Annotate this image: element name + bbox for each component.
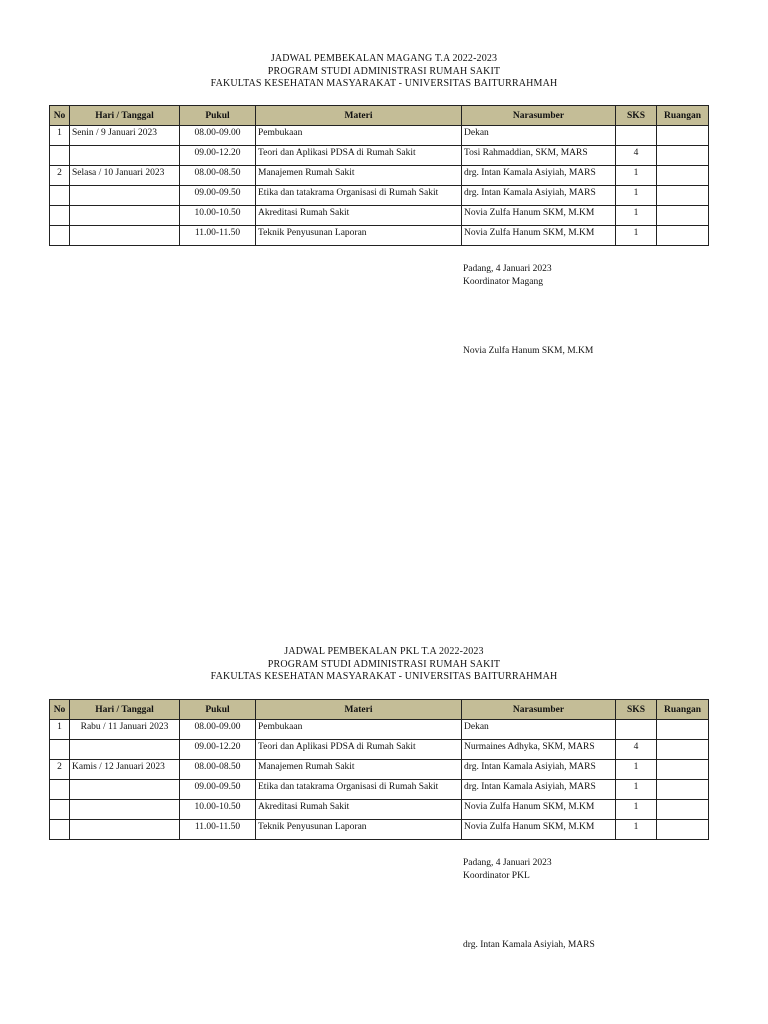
cell-speaker: Novia Zulfa Hanum SKM, M.KM — [462, 820, 616, 840]
cell-no: 1 — [50, 720, 70, 740]
cell-no — [50, 146, 70, 166]
signature-name: Novia Zulfa Hanum SKM, M.KM — [463, 346, 594, 356]
signature-place-date: Padang, 4 Januari 2023 — [463, 264, 552, 274]
schedule-1-title — [0, 53, 768, 91]
cell-day: Rabu / 11 Januari 2023 — [70, 720, 180, 740]
cell-topic: Teori dan Aplikasi PDSA di Rumah Sakit — [256, 146, 462, 166]
cell-sks: 4 — [616, 740, 657, 760]
signature-place-date: Padang, 4 Januari 2023 — [463, 858, 552, 868]
cell-sks: 1 — [616, 166, 657, 186]
cell-speaker: Dekan — [462, 720, 616, 740]
cell-speaker: Nurmaines Adhyka, SKM, MARS — [462, 740, 616, 760]
col-header-time: Pukul — [180, 700, 256, 720]
cell-time: 11.00-11.50 — [180, 226, 256, 246]
cell-sks: 4 — [616, 146, 657, 166]
cell-time: 11.00-11.50 — [180, 820, 256, 840]
cell-speaker: Tosi Rahmaddian, SKM, MARS — [462, 146, 616, 166]
cell-room — [657, 146, 709, 166]
cell-room — [657, 800, 709, 820]
cell-no: 1 — [50, 126, 70, 146]
title-line: JADWAL PEMBEKALAN PKL T.A 2022-2023 — [284, 646, 484, 657]
col-header-topic: Materi — [256, 106, 462, 126]
cell-room — [657, 126, 709, 146]
table-row — [50, 206, 709, 226]
cell-day — [70, 780, 180, 800]
cell-speaker: Novia Zulfa Hanum SKM, M.KM — [462, 226, 616, 246]
cell-sks: 1 — [616, 800, 657, 820]
table-row — [50, 740, 709, 760]
cell-no — [50, 740, 70, 760]
table-row — [50, 166, 709, 186]
col-header-day: Hari / Tanggal — [70, 700, 180, 720]
cell-no — [50, 186, 70, 206]
cell-time: 09.00-09.50 — [180, 186, 256, 206]
cell-speaker: drg. Intan Kamala Asiyiah, MARS — [462, 780, 616, 800]
cell-room — [657, 206, 709, 226]
cell-time: 08.00-09.00 — [180, 720, 256, 740]
cell-sks — [616, 720, 657, 740]
cell-time: 10.00-10.50 — [180, 800, 256, 820]
cell-speaker: drg. Intan Kamala Asiyiah, MARS — [462, 186, 616, 206]
signature-role: Koordinator Magang — [463, 277, 543, 287]
col-header-room: Ruangan — [657, 700, 709, 720]
table-row — [50, 780, 709, 800]
schedule-2-title — [0, 646, 768, 684]
table-header-row — [50, 700, 709, 720]
cell-sks: 1 — [616, 226, 657, 246]
table-header-row — [50, 106, 709, 126]
cell-topic: Teknik Penyusunan Laporan — [256, 820, 462, 840]
cell-no — [50, 800, 70, 820]
cell-topic: Etika dan tatakrama Organisasi di Rumah Sakit — [256, 186, 462, 206]
cell-time: 10.00-10.50 — [180, 206, 256, 226]
cell-no — [50, 226, 70, 246]
cell-day — [70, 206, 180, 226]
cell-room — [657, 720, 709, 740]
cell-time: 08.00-09.00 — [180, 126, 256, 146]
cell-topic: Pembukaan — [256, 720, 462, 740]
table-row — [50, 800, 709, 820]
cell-day: Selasa / 10 Januari 2023 — [70, 166, 180, 186]
schedule-2-table — [49, 699, 709, 840]
cell-time: 08.00-08.50 — [180, 166, 256, 186]
cell-topic: Akreditasi Rumah Sakit — [256, 800, 462, 820]
col-header-speaker: Narasumber — [462, 106, 616, 126]
cell-speaker: Novia Zulfa Hanum SKM, M.KM — [462, 800, 616, 820]
col-header-sks: SKS — [616, 700, 657, 720]
cell-sks — [616, 126, 657, 146]
cell-day — [70, 740, 180, 760]
signature-block — [463, 263, 552, 289]
cell-room — [657, 166, 709, 186]
cell-room — [657, 186, 709, 206]
cell-time: 08.00-08.50 — [180, 760, 256, 780]
cell-room — [657, 760, 709, 780]
col-header-no: No — [50, 106, 70, 126]
title-line: FAKULTAS KESEHATAN MASYARAKAT - UNIVERSITAS BAITURRAHMAH — [210, 78, 558, 89]
col-header-room: Ruangan — [657, 106, 709, 126]
cell-speaker: Novia Zulfa Hanum SKM, M.KM — [462, 206, 616, 226]
cell-topic: Manajemen Rumah Sakit — [256, 760, 462, 780]
cell-speaker: drg. Intan Kamala Asiyiah, MARS — [462, 760, 616, 780]
cell-sks: 1 — [616, 780, 657, 800]
cell-time: 09.00-09.50 — [180, 780, 256, 800]
cell-day — [70, 186, 180, 206]
cell-day: Kamis / 12 Januari 2023 — [70, 760, 180, 780]
cell-no — [50, 820, 70, 840]
col-header-no: No — [50, 700, 70, 720]
cell-day — [70, 146, 180, 166]
table-row — [50, 820, 709, 840]
cell-sks: 1 — [616, 206, 657, 226]
cell-room — [657, 226, 709, 246]
cell-no — [50, 780, 70, 800]
cell-topic: Akreditasi Rumah Sakit — [256, 206, 462, 226]
cell-day: Senin / 9 Januari 2023 — [70, 126, 180, 146]
cell-topic: Manajemen Rumah Sakit — [256, 166, 462, 186]
cell-room — [657, 780, 709, 800]
table-row — [50, 186, 709, 206]
cell-time: 09.00-12.20 — [180, 146, 256, 166]
cell-day — [70, 800, 180, 820]
cell-topic: Teknik Penyusunan Laporan — [256, 226, 462, 246]
cell-speaker: drg. Intan Kamala Asiyiah, MARS — [462, 166, 616, 186]
col-header-day: Hari / Tanggal — [70, 106, 180, 126]
title-line: PROGRAM STUDI ADMINISTRASI RUMAH SAKIT — [267, 658, 501, 670]
col-header-speaker: Narasumber — [462, 700, 616, 720]
cell-sks: 1 — [616, 820, 657, 840]
col-header-sks: SKS — [616, 106, 657, 126]
col-header-topic: Materi — [256, 700, 462, 720]
cell-room — [657, 740, 709, 760]
cell-sks: 1 — [616, 186, 657, 206]
cell-topic: Pembukaan — [256, 126, 462, 146]
cell-room — [657, 820, 709, 840]
cell-sks: 1 — [616, 760, 657, 780]
title-line: JADWAL PEMBEKALAN MAGANG T.A 2022-2023 — [270, 53, 498, 64]
signature-role: Koordinator PKL — [463, 871, 530, 881]
signature-name: drg. Intan Kamala Asiyiah, MARS — [463, 940, 595, 950]
signature-block — [463, 857, 552, 883]
cell-speaker: Dekan — [462, 126, 616, 146]
cell-time: 09.00-12.20 — [180, 740, 256, 760]
cell-day — [70, 226, 180, 246]
cell-no — [50, 206, 70, 226]
col-header-time: Pukul — [180, 106, 256, 126]
table-row — [50, 720, 709, 740]
title-line: PROGRAM STUDI ADMINISTRASI RUMAH SAKIT — [267, 65, 501, 77]
cell-no: 2 — [50, 760, 70, 780]
table-row — [50, 126, 709, 146]
cell-topic: Etika dan tatakrama Organisasi di Rumah Sakit — [256, 780, 462, 800]
cell-no: 2 — [50, 166, 70, 186]
table-row — [50, 760, 709, 780]
cell-day — [70, 820, 180, 840]
table-row — [50, 146, 709, 166]
table-row — [50, 226, 709, 246]
cell-topic: Teori dan Aplikasi PDSA di Rumah Sakit — [256, 740, 462, 760]
title-line: FAKULTAS KESEHATAN MASYARAKAT - UNIVERSITAS BAITURRAHMAH — [210, 671, 558, 682]
schedule-1-table — [49, 105, 709, 246]
